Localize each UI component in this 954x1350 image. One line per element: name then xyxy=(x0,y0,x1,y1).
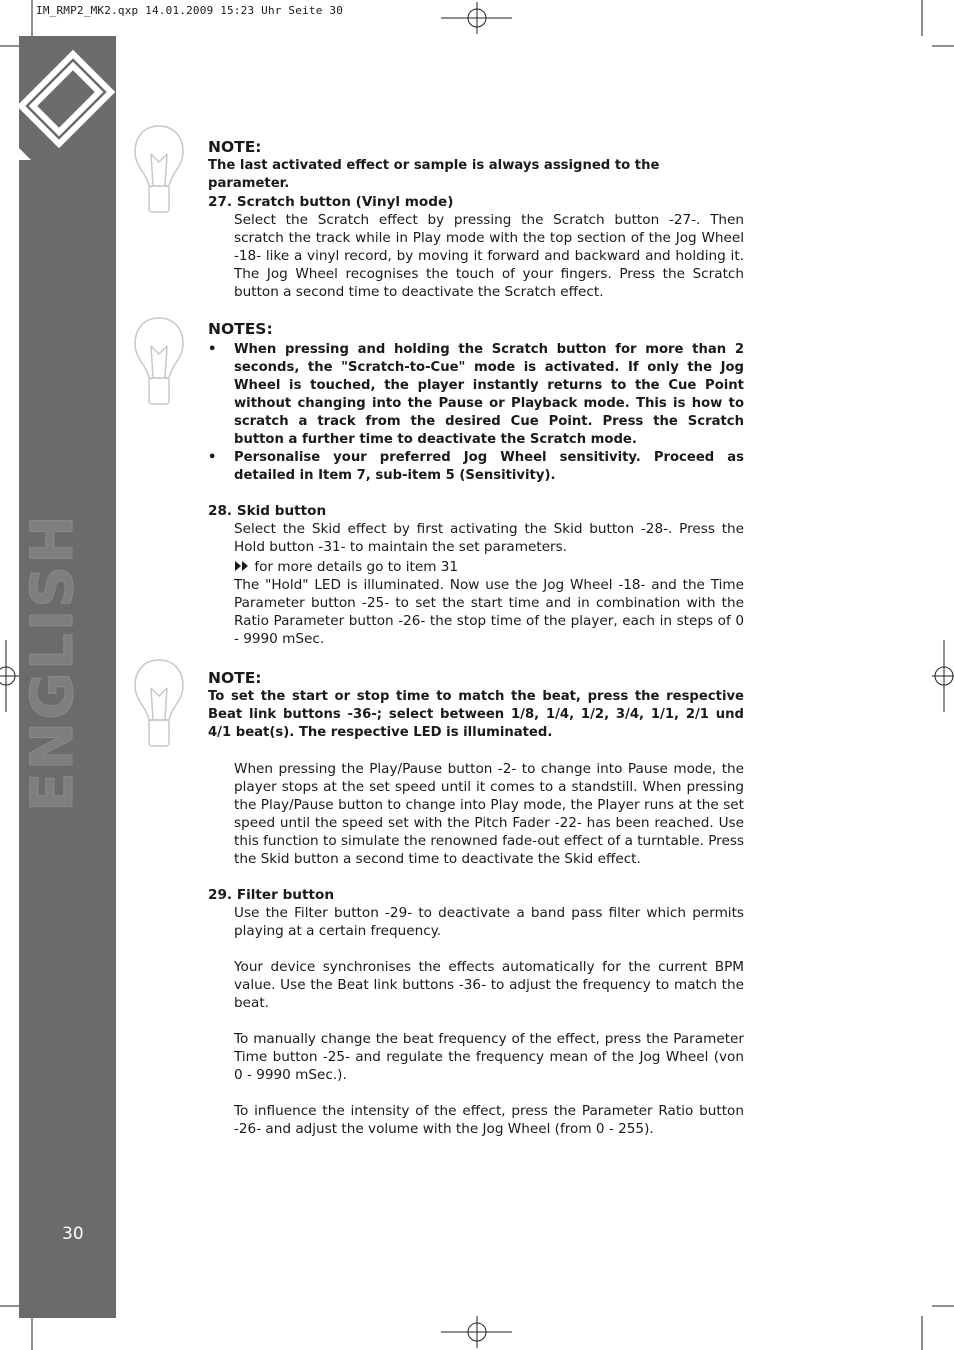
notes-bullet: • When pressing and holding the Scratch button for more than 2 seconds, the "Scratch-to-Cue" mode is activated. If only the Jog Wheel is touched, the player instantly returns to the Cue Point without changing into the Pause or Playback mode. This is how to scratch a track from the desired Cue Point. Press the Scratch button a further time to deactivate the Scratch mode. xyxy=(208,342,744,447)
item-29-paragraph: Your device synchronises the effects automatically for the current BPM value. Use the Beat link buttons -36- to adjust the frequency to match the beat. xyxy=(234,959,744,1011)
note-section xyxy=(208,137,744,193)
item-29-section xyxy=(208,886,744,1138)
item-27-section xyxy=(208,193,744,301)
item-28-section xyxy=(208,502,744,648)
lightbulb-icon xyxy=(133,658,185,750)
item-29-paragraph: Use the Filter button -29- to deactivate a band pass filter which permits playing at a certain frequency. xyxy=(234,905,744,939)
note-text: The last activated effect or sample is always assigned to the parameter. xyxy=(208,158,660,191)
item-29-paragraph: To influence the intensity of the effect, press the Parameter Ratio button -26- and adjust the volume with the Jog Wheel (from 0 - 255). xyxy=(234,1103,744,1137)
page-number: 30 xyxy=(62,1224,84,1244)
language-label xyxy=(18,513,86,820)
item-27-title: 27. Scratch button (Vinyl mode) xyxy=(208,194,454,210)
item-27-body: Select the Scratch effect by pressing the Scratch button -27-. Then scratch the track while in Play mode with the top section of the Jog Wheel -18- like a vinyl record, by moving it forward and backward and holding it. The Jog Wheel recognises the touch of your fingers. Press the Scratch button a second time to deactivate the Scratch effect. xyxy=(234,212,744,300)
notes-heading: NOTES: xyxy=(208,320,273,338)
brand-logo-icon xyxy=(19,36,116,166)
bullet-icon: • xyxy=(208,450,217,465)
note-heading: NOTE: xyxy=(208,138,262,156)
svg-text:ENGLISH: ENGLISH xyxy=(18,513,86,812)
item-29-title: 29. Filter button xyxy=(208,887,334,903)
item-28-title: 28. Skid button xyxy=(208,503,327,519)
item-28-body-2: The "Hold" LED is illuminated. Now use the Jog Wheel -18- and the Time Parameter button -25- to set the start time and in combination with the Ratio Parameter button -26- the stop time of the player, each in steps of 0 - 9990 mSec. xyxy=(234,577,744,647)
skid-explanation: When pressing the Play/Pause button -2- to change into Pause mode, the player stops at the set speed until it comes to a standstill. When pressing the Play/Pause button to change into Play mode, the Player runs at the set speed until the speed set with the Pitch Fader -22- has been reached. Use this function to simulate the renowned fade-out effect of a turntable. Press the Skid button a second time to deactivate the Skid effect. xyxy=(234,761,744,867)
cross-reference-text: for more details go to item 31 xyxy=(254,559,459,575)
fast-forward-icon xyxy=(234,560,250,572)
print-slug: IM_RMP2_MK2.qxp 14.01.2009 15:23 Uhr Seite 30 xyxy=(36,4,344,17)
note-section-2 xyxy=(208,668,744,868)
lightbulb-icon xyxy=(133,124,185,216)
item-28-body: Select the Skid effect by first activating the Skid button -28-. Press the Hold button -31- to maintain the set parameters. xyxy=(234,521,744,555)
note-text-2: To set the start or stop time to match the beat, press the respective Beat link buttons -36-; select between 1/8, 1/4, 1/2, 3/4, 1/1, 2/1 und 4/1 beat(s). The respective LED is illuminated. xyxy=(208,689,744,740)
cross-reference xyxy=(208,558,744,576)
notes-section xyxy=(208,319,744,485)
lightbulb-icon xyxy=(133,316,185,408)
bullet-icon: • xyxy=(208,342,217,357)
notes-bullet: • Personalise your preferred Jog Wheel sensitivity. Proceed as detailed in Item 7, sub-item 5 (Sensitivity). xyxy=(208,450,744,483)
item-29-paragraph: To manually change the beat frequency of the effect, press the Parameter Time button -25- and regulate the frequency mean of the Jog Wheel (von 0 - 9990 mSec.). xyxy=(234,1031,744,1083)
note-heading-2: NOTE: xyxy=(208,669,262,687)
